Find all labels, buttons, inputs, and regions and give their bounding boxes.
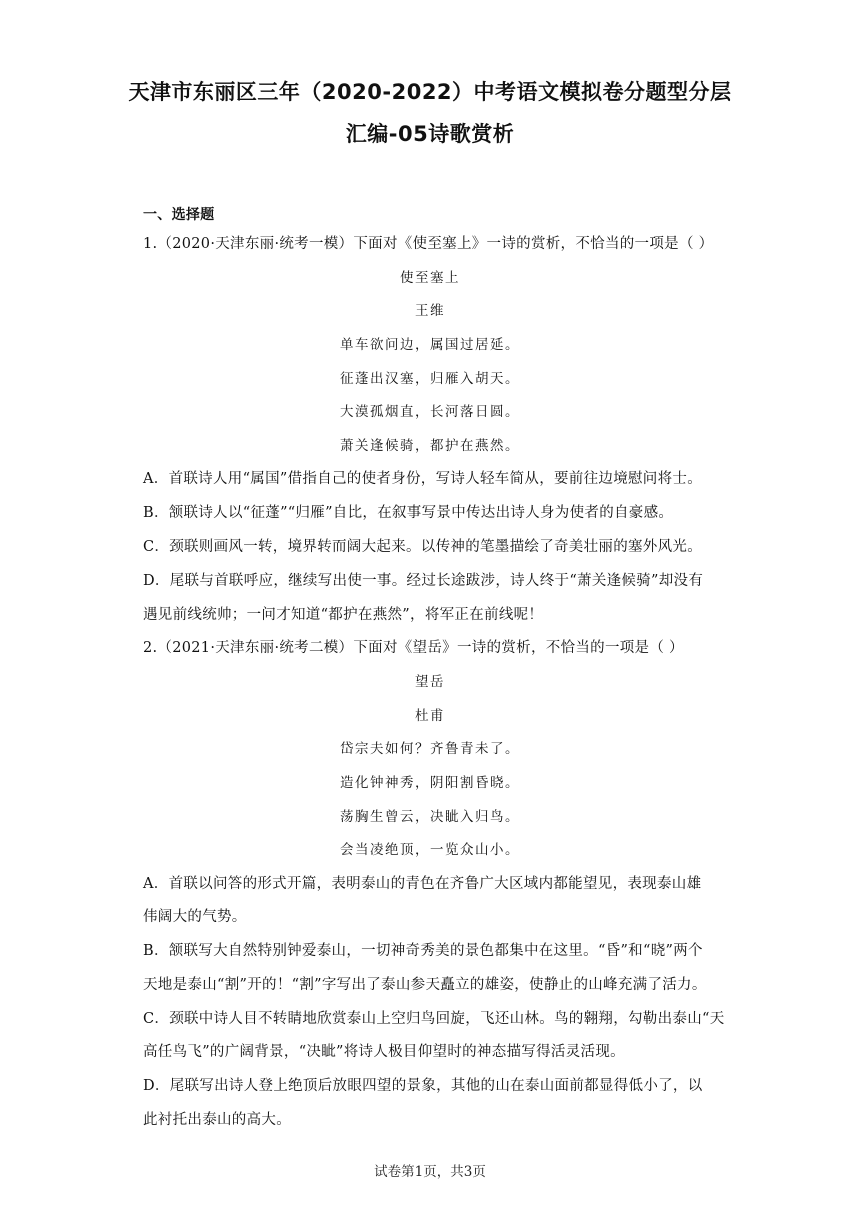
question-1-poem-line: 单车欲问边，属国过居延。 [340,337,520,353]
document-title-line2: 汇编-05诗歌赏析 [345,122,515,146]
question-2-option-a-cont: 伟阔大的气势。 [143,909,247,925]
question-2-option-b: B．颔联写大自然特别钟爱泰山，一切神奇秀美的景色都集中在这里。“昏”和“晓”两个 [143,943,703,959]
question-1-option-b: B．颔联诗人以“征蓬”“归雁”自比，在叙事写景中传达出诗人身为使者的自豪感。 [143,505,674,521]
question-2-option-c-cont: 高任鸟飞”的广阔背景，“决眦”将诗人极目仰望时的神态描写得活灵活现。 [143,1044,625,1060]
question-2-option-d-cont: 此衬托出泰山的高大。 [143,1112,291,1128]
section-heading: 一、选择题 [143,207,215,223]
question-1-stem: 1.（2020·天津东丽·统考一模）下面对《使至塞上》一诗的赏析，不恰当的一项是（ ） [143,236,714,252]
page-footer: 试卷第1页，共3页 [374,1164,486,1180]
question-1-option-d: D．尾联与首联呼应，继续写出使一事。经过长途跋涉，诗人终于“萧关逢候骑”却没有 [143,573,704,589]
question-2-option-d: D．尾联写出诗人登上绝顶后放眼四望的景象，其他的山在泰山面前都显得低小了，以 [143,1078,703,1094]
question-1-option-a: A．首联诗人用“属国”借指自己的使者身份，写诗人轻车简从，要前往边境慰问将士。 [143,471,702,487]
question-2-poem-line: 会当凌绝顶，一览众山小。 [340,842,520,858]
question-2-poem-title: 望岳 [415,674,445,690]
question-2-option-b-cont: 天地是泰山“割”开的！“割”字写出了泰山参天矗立的雄姿，使静止的山峰充满了活力。 [143,977,707,993]
question-2-poem-line: 造化钟神秀，阴阳割昏晓。 [340,775,520,791]
question-2-poem-author: 杜甫 [415,708,445,724]
question-1-poem-line: 征蓬出汉塞，归雁入胡天。 [340,371,520,387]
question-1-option-c: C．颈联则画风一转，境界转而阔大起来。以传神的笔墨描绘了奇美壮丽的塞外风光。 [143,539,702,555]
question-2-option-a: A．首联以问答的形式开篇，表明泰山的青色在齐鲁广大区域内都能望见，表现泰山雄 [143,876,702,892]
question-1-option-d-cont: 遇见前线统帅；一问才知道“都护在燕然”，将军正在前线呢！ [143,607,544,623]
question-1-poem-author: 王维 [415,303,445,319]
question-2-poem-line: 荡胸生曾云，决眦入归鸟。 [340,809,520,825]
question-1-poem-line: 萧关逢候骑，都护在燕然。 [340,438,520,454]
question-2-option-c: C．颈联中诗人目不转睛地欣赏泰山上空归鸟回旋，飞还山林。鸟的翱翔，勾勒出泰山“天 [143,1011,725,1027]
question-1-poem-title: 使至塞上 [400,270,460,286]
document-title-line1: 天津市东丽区三年（2020-2022）中考语文模拟卷分题型分层 [128,80,732,104]
question-2-stem: 2.（2021·天津东丽·统考二模）下面对《望岳》一诗的赏析，不恰当的一项是（ ） [143,640,684,656]
question-1-poem-line: 大漠孤烟直，长河落日圆。 [340,404,520,420]
question-2-poem-line: 岱宗夫如何？齐鲁青未了。 [340,741,520,757]
